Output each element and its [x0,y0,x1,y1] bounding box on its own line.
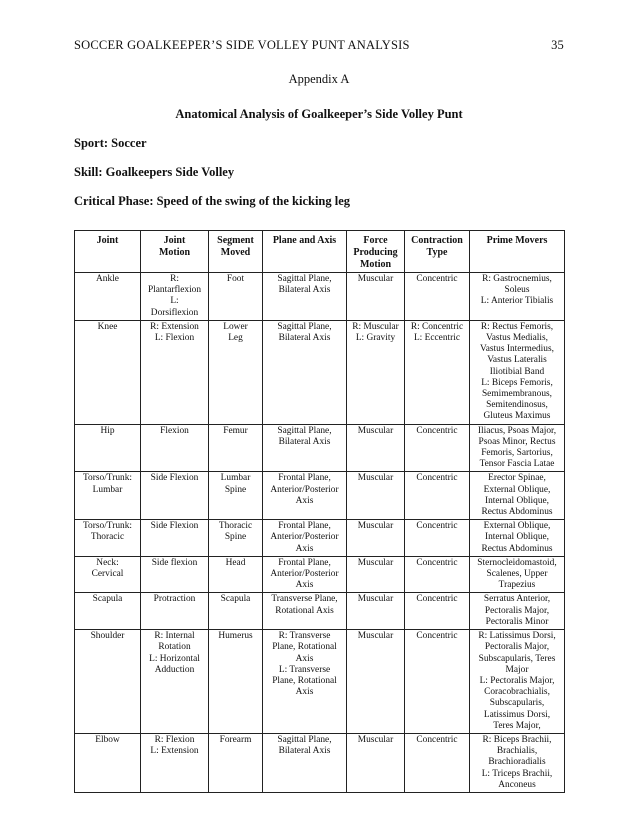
cell-plane-axis: Transverse Plane, Rotational Axis [263,593,347,630]
cell-segment-moved: Forearm [209,733,263,792]
cell-joint-motion: Side flexion [141,556,209,593]
header-prime-movers: Prime Movers [470,231,565,273]
header-contraction-type: Contraction Type [405,231,470,273]
cell-joint-motion: Flexion [141,424,209,472]
cell-prime-movers: Serratus Anterior, Pectoralis Major, Pectoralis Minor [470,593,565,630]
cell-plane-axis: Sagittal Plane, Bilateral Axis [263,424,347,472]
running-head [74,38,564,53]
table-body [75,273,565,793]
cell-joint-motion: Protraction [141,593,209,630]
cell-segment-moved: Humerus [209,630,263,734]
cell-joint: Torso/Trunk: Lumbar [75,472,141,520]
cell-contraction-type: Concentric [405,593,470,630]
cell-contraction-type: Concentric [405,556,470,593]
cell-joint: Scapula [75,593,141,630]
cell-contraction-type: Concentric [405,273,470,321]
table-row [75,320,565,424]
cell-joint: Neck: Cervical [75,556,141,593]
cell-segment-moved: Lumbar Spine [209,472,263,520]
running-head-title: SOCCER GOALKEEPER’S SIDE VOLLEY PUNT ANALYSIS [74,38,410,52]
cell-contraction-type: R: Concentric L: Eccentric [405,320,470,424]
cell-prime-movers: R: Gastrocnemius, Soleus L: Anterior Tibialis [470,273,565,321]
cell-plane-axis: Frontal Plane, Anterior/Posterior Axis [263,472,347,520]
cell-force-producing-motion: Muscular [347,273,405,321]
cell-prime-movers: Erector Spinae, External Oblique, Internal Oblique, Rectus Abdominus [470,472,565,520]
header-force-producing-motion: Force Producing Motion [347,231,405,273]
table-header-row [75,231,565,273]
table-row [75,424,565,472]
cell-joint-motion: R: Plantarflexion L: Dorsiflexion [141,273,209,321]
cell-force-producing-motion: Muscular [347,472,405,520]
cell-plane-axis: Sagittal Plane, Bilateral Axis [263,273,347,321]
table-row [75,556,565,593]
sport-line: Sport: Soccer [74,136,147,150]
page-number: 35 [551,38,564,52]
cell-joint: Torso/Trunk: Thoracic [75,520,141,557]
document-title: Anatomical Analysis of Goalkeeper’s Side Volley Punt [175,107,463,121]
skill-line: Skill: Goalkeepers Side Volley [74,165,235,179]
table-row [75,273,565,321]
cell-segment-moved: Thoracic Spine [209,520,263,557]
critical-phase-line: Critical Phase: Speed of the swing of the kicking leg [74,194,351,208]
cell-contraction-type: Concentric [405,733,470,792]
anatomical-analysis-table [74,230,565,793]
cell-prime-movers: R: Latissimus Dorsi, Pectoralis Major, Subscapularis, Teres Major L: Pectoralis Major, Coracobrachialis, Subscapularis, Latissimus Dorsi, Teres Major, [470,630,565,734]
cell-prime-movers: R: Biceps Brachii, Brachialis, Brachioradialis L: Triceps Brachii, Anconeus [470,733,565,792]
cell-joint-motion: Side Flexion [141,472,209,520]
cell-prime-movers: Sternocleidomastoid, Scalenes, Upper Trapezius [470,556,565,593]
cell-joint-motion: Side Flexion [141,520,209,557]
cell-prime-movers: R: Rectus Femoris, Vastus Medialis, Vastus Intermedius, Vastus Lateralis Iliotibial Band L: Biceps Femoris, Semimembranous, Semitendinosus, Gluteus Maximus [470,320,565,424]
cell-plane-axis: Sagittal Plane, Bilateral Axis [263,733,347,792]
cell-joint-motion: R: Flexion L: Extension [141,733,209,792]
cell-plane-axis: Frontal Plane, Anterior/Posterior Axis [263,556,347,593]
cell-joint: Knee [75,320,141,424]
table-row [75,630,565,734]
cell-joint: Elbow [75,733,141,792]
table-row [75,733,565,792]
appendix-label: Appendix A [288,72,350,86]
cell-contraction-type: Concentric [405,630,470,734]
cell-force-producing-motion: R: Muscular L: Gravity [347,320,405,424]
cell-contraction-type: Concentric [405,520,470,557]
cell-prime-movers: External Oblique, Internal Oblique, Rectus Abdominus [470,520,565,557]
table-row [75,593,565,630]
cell-plane-axis: Sagittal Plane, Bilateral Axis [263,320,347,424]
cell-force-producing-motion: Muscular [347,733,405,792]
cell-joint-motion: R: Internal Rotation L: Horizontal Adduction [141,630,209,734]
cell-joint: Shoulder [75,630,141,734]
table-row [75,520,565,557]
header-plane-axis: Plane and Axis [263,231,347,273]
cell-segment-moved: Head [209,556,263,593]
cell-contraction-type: Concentric [405,472,470,520]
header-segment-moved: Segment Moved [209,231,263,273]
cell-segment-moved: Lower Leg [209,320,263,424]
cell-plane-axis: Frontal Plane, Anterior/Posterior Axis [263,520,347,557]
cell-segment-moved: Femur [209,424,263,472]
cell-joint: Hip [75,424,141,472]
cell-force-producing-motion: Muscular [347,520,405,557]
cell-contraction-type: Concentric [405,424,470,472]
cell-force-producing-motion: Muscular [347,424,405,472]
cell-joint-motion: R: Extension L: Flexion [141,320,209,424]
cell-force-producing-motion: Muscular [347,556,405,593]
cell-prime-movers: Iliacus, Psoas Major, Psoas Minor, Rectus Femoris, Sartorius, Tensor Fascia Latae [470,424,565,472]
header-joint: Joint [75,231,141,273]
cell-force-producing-motion: Muscular [347,593,405,630]
cell-segment-moved: Foot [209,273,263,321]
table-row [75,472,565,520]
cell-force-producing-motion: Muscular [347,630,405,734]
cell-joint: Ankle [75,273,141,321]
cell-plane-axis: R: Transverse Plane, Rotational Axis L: Transverse Plane, Rotational Axis [263,630,347,734]
header-joint-motion: Joint Motion [141,231,209,273]
cell-segment-moved: Scapula [209,593,263,630]
